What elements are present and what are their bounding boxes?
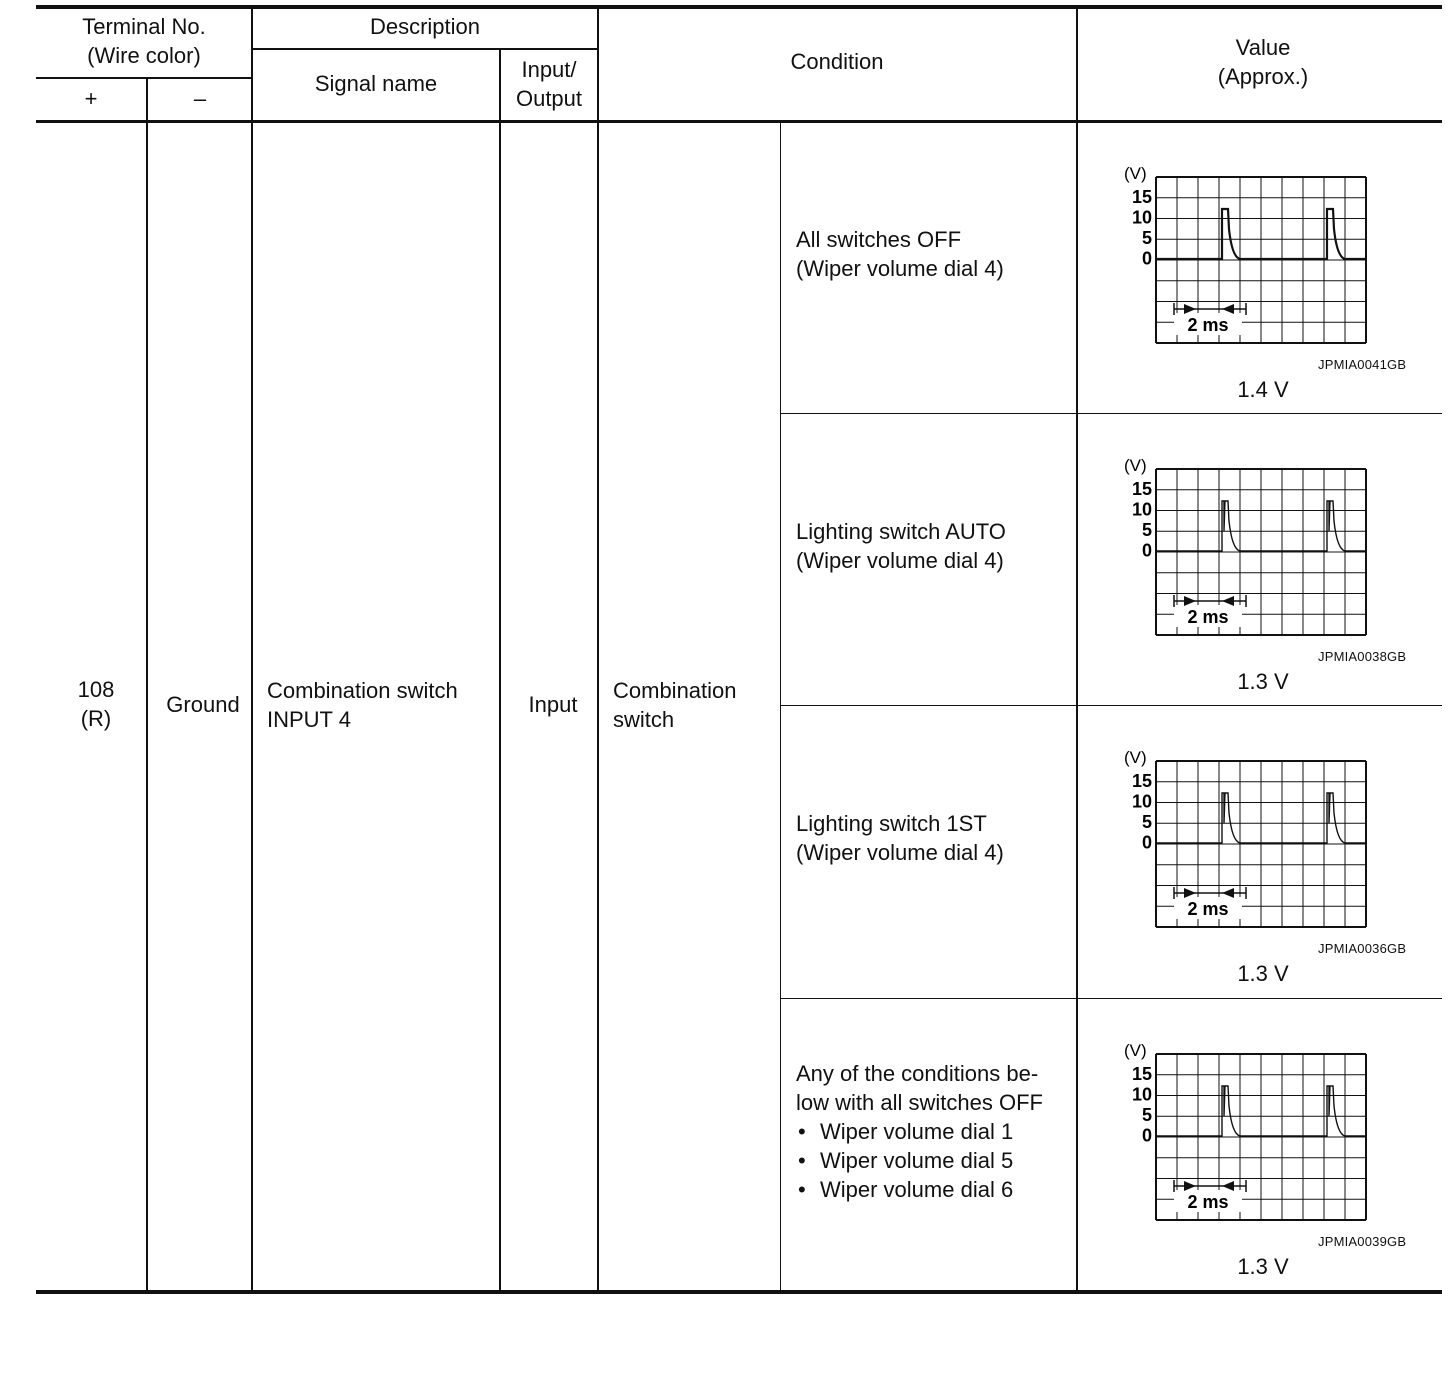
scope-y-tick: 5 <box>1141 520 1152 540</box>
header-plus: + <box>84 86 98 111</box>
scope-y-tick: 15 <box>1131 1064 1152 1084</box>
header-wire-color: (Wire color) <box>87 43 201 68</box>
scope-y-tick: 15 <box>1131 771 1152 791</box>
figure-id: JPMIA0038GB <box>1318 649 1407 664</box>
sub-condition-bullet: • Wiper volume dial 6 <box>796 1175 1043 1204</box>
terminal-plus-number: 108 <box>77 677 115 702</box>
header-rule-description <box>252 48 598 50</box>
sub-condition-text <box>796 809 1004 867</box>
sub-condition-bullet: • Wiper volume dial 5 <box>796 1146 1043 1175</box>
sub-condition-line: low with all switches OFF <box>796 1089 1043 1115</box>
approx-value: 1.3 V <box>1237 669 1289 694</box>
sub-condition-line: (Wiper volume dial 4) <box>796 548 1004 573</box>
sub-condition-text <box>796 1059 1043 1204</box>
scope-time-scale: 2 ms <box>1187 607 1229 627</box>
scope-y-tick: 5 <box>1141 812 1152 832</box>
header-condition: Condition <box>790 49 884 74</box>
header-minus: – <box>193 86 207 111</box>
header-input-output-2: Output <box>515 86 583 111</box>
scope-y-tick: 5 <box>1141 1105 1152 1125</box>
table-bottom-rule <box>36 1290 1442 1294</box>
col-divider-condition-sub <box>780 121 781 1292</box>
signal-name-line-2: INPUT 4 <box>267 707 351 732</box>
figure-id: JPMIA0036GB <box>1318 941 1407 956</box>
terminal-plus-wire-color: (R) <box>80 706 112 731</box>
scope-unit-label: (V) <box>1124 456 1147 475</box>
scope-y-tick: 0 <box>1141 540 1152 561</box>
sub-condition-text <box>796 517 1006 575</box>
terminal-minus: Ground <box>166 692 240 717</box>
signal-name-line-1: Combination switch <box>267 678 458 703</box>
scope-y-tick: 10 <box>1131 499 1152 520</box>
col-divider-signal-io <box>499 49 501 1292</box>
figure-id: JPMIA0041GB <box>1318 357 1407 372</box>
io-value: Input <box>528 692 578 717</box>
scope-y-tick: 15 <box>1131 479 1152 499</box>
subrow-rule-1 <box>780 413 1442 414</box>
sub-condition-bullets <box>796 1117 1043 1204</box>
sub-condition-bullet: • Wiper volume dial 1 <box>796 1117 1043 1146</box>
header-signal-name: Signal name <box>314 71 438 96</box>
scope-unit-label: (V) <box>1124 748 1147 767</box>
scope-time-scale: 2 ms <box>1187 899 1229 919</box>
sub-condition-line: All switches OFF <box>796 227 962 252</box>
scope-unit-label: (V) <box>1124 1041 1147 1060</box>
scope-y-tick: 10 <box>1131 207 1152 228</box>
scope-time-scale: 2 ms <box>1187 315 1229 335</box>
subrow-rule-3 <box>780 998 1442 999</box>
header-input-output-1: Input/ <box>521 57 577 82</box>
header-terminal-no: Terminal No. <box>82 14 206 39</box>
col-divider-description-condition <box>597 5 599 1292</box>
header-rule-terminal <box>36 77 252 79</box>
header-description: Description <box>369 14 481 39</box>
sub-condition-line: Lighting switch AUTO <box>796 519 1006 544</box>
header-approx: (Approx.) <box>1217 64 1309 89</box>
approx-value: 1.3 V <box>1237 961 1289 986</box>
scope-unit-label: (V) <box>1124 164 1147 183</box>
scope-y-tick: 0 <box>1141 1125 1152 1146</box>
approx-value: 1.4 V <box>1237 377 1289 402</box>
sub-condition-line: (Wiper volume dial 4) <box>796 840 1004 865</box>
condition-main-line-2: switch <box>613 707 675 732</box>
scope-y-tick: 10 <box>1131 791 1152 812</box>
col-divider-condition-value <box>1076 5 1078 1292</box>
sub-condition-line: Any of the conditions be- <box>796 1060 1039 1086</box>
scope-time-scale: 2 ms <box>1187 1192 1229 1212</box>
scope-y-tick: 15 <box>1131 187 1152 207</box>
figure-id: JPMIA0039GB <box>1318 1234 1407 1249</box>
scope-y-tick: 0 <box>1141 248 1152 269</box>
approx-value: 1.3 V <box>1237 1254 1289 1279</box>
table-top-rule <box>36 5 1442 9</box>
header-value: Value <box>1235 35 1291 60</box>
col-divider-terminal-description <box>251 5 253 1292</box>
scope-y-tick: 0 <box>1141 832 1152 853</box>
header-bottom-rule <box>36 120 1442 123</box>
scope-y-tick: 10 <box>1131 1084 1152 1105</box>
condition-main-line-1: Combination <box>613 678 737 703</box>
subrow-rule-2 <box>780 705 1442 706</box>
scope-y-tick: 5 <box>1141 228 1152 248</box>
sub-condition-text <box>796 225 1004 283</box>
sub-condition-line: Lighting switch 1ST <box>796 811 987 836</box>
sub-condition-line: (Wiper volume dial 4) <box>796 256 1004 281</box>
